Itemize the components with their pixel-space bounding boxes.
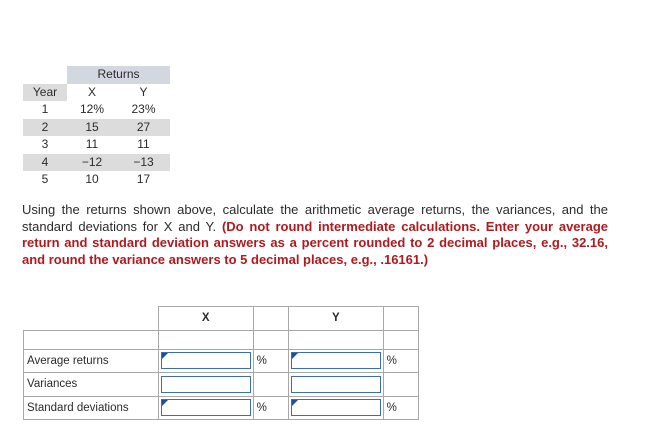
returns-group-header: Returns bbox=[67, 66, 170, 84]
row-label: Standard deviations bbox=[24, 396, 159, 420]
x-unit: % bbox=[253, 396, 288, 420]
answer-x-unit-header bbox=[253, 307, 288, 331]
y-unit bbox=[383, 373, 418, 397]
returns-table bbox=[23, 66, 170, 189]
year-cell: 1 bbox=[41, 102, 49, 116]
table-row bbox=[23, 101, 170, 119]
required-marker-icon bbox=[292, 400, 298, 406]
y-return-cell: 27 bbox=[117, 119, 170, 137]
answer-row-average-returns bbox=[24, 349, 419, 373]
year-cell: 5 bbox=[41, 172, 49, 186]
table-row bbox=[23, 154, 170, 172]
returns-header-row bbox=[23, 66, 170, 84]
spacer-cell bbox=[383, 330, 418, 349]
year-cell: 2 bbox=[23, 119, 67, 137]
y-unit: % bbox=[383, 396, 418, 420]
required-marker-icon bbox=[292, 353, 298, 359]
variance-x-field[interactable] bbox=[162, 377, 250, 392]
answer-spacer-row bbox=[24, 330, 419, 349]
returns-column-header-row bbox=[23, 84, 170, 102]
answer-header-row bbox=[24, 307, 419, 331]
x-return-cell: 15 bbox=[67, 119, 117, 137]
x-input-cell bbox=[158, 373, 253, 397]
answer-row-variances bbox=[24, 373, 419, 397]
year-column-header: Year bbox=[23, 84, 67, 102]
spacer-cell bbox=[288, 330, 383, 349]
std-dev-y-input[interactable] bbox=[291, 399, 381, 416]
x-return-cell: 11 bbox=[85, 137, 99, 151]
average-return-x-field[interactable] bbox=[162, 353, 250, 368]
required-marker-icon bbox=[162, 353, 168, 359]
average-return-x-input[interactable] bbox=[161, 352, 251, 369]
variance-y-input[interactable] bbox=[291, 376, 381, 393]
x-unit bbox=[253, 373, 288, 397]
spacer-cell bbox=[158, 330, 253, 349]
y-input-cell bbox=[288, 396, 383, 420]
answer-y-header: Y bbox=[288, 307, 383, 331]
answer-y-unit-header bbox=[383, 307, 418, 331]
y-unit: % bbox=[383, 349, 418, 373]
std-dev-x-field[interactable] bbox=[162, 400, 250, 415]
average-return-y-input[interactable] bbox=[291, 352, 381, 369]
question-instructions bbox=[22, 202, 608, 268]
y-return-cell: −13 bbox=[117, 154, 170, 172]
instructions-text: Using the returns shown above, calculate the arithmetic average returns, the variances, and the standard deviations for X and Y. bbox=[22, 202, 608, 234]
row-label: Variances bbox=[24, 373, 159, 397]
y-column-header: Y bbox=[117, 84, 170, 102]
x-input-cell bbox=[158, 349, 253, 373]
instructions-emphasis: (Do not round intermediate calculations. Enter your average return and standard deviation answers as a percent rounded to 2 decimal places, e.g., 32.16, and round the variance answers to 5 decimal places, e.g., .16161.) bbox=[22, 218, 608, 267]
variance-y-field[interactable] bbox=[292, 377, 380, 392]
x-return-cell: −12 bbox=[67, 154, 117, 172]
std-dev-x-input[interactable] bbox=[161, 399, 251, 416]
spacer-cell bbox=[24, 330, 159, 349]
answer-table bbox=[23, 306, 419, 420]
table-row bbox=[23, 171, 170, 189]
average-return-y-field[interactable] bbox=[292, 353, 380, 368]
y-return-cell: 11 bbox=[137, 137, 150, 151]
x-unit: % bbox=[253, 349, 288, 373]
answer-row-standard-deviations bbox=[24, 396, 419, 420]
spacer-cell bbox=[253, 330, 288, 349]
table-row bbox=[23, 119, 170, 137]
x-input-cell bbox=[158, 396, 253, 420]
required-marker-icon bbox=[162, 400, 168, 406]
x-column-header: X bbox=[67, 84, 117, 102]
std-dev-y-field[interactable] bbox=[292, 400, 380, 415]
answer-x-header: X bbox=[158, 307, 253, 331]
y-input-cell bbox=[288, 349, 383, 373]
variance-x-input[interactable] bbox=[161, 376, 251, 393]
table-row bbox=[23, 136, 170, 154]
x-return-cell: 12% bbox=[79, 102, 105, 116]
year-cell: 3 bbox=[41, 137, 49, 151]
x-return-cell: 10 bbox=[85, 172, 99, 186]
answer-header-spacer bbox=[24, 307, 159, 331]
row-label: Average returns bbox=[24, 349, 159, 373]
header-spacer bbox=[23, 66, 67, 84]
y-return-cell: 17 bbox=[136, 172, 151, 186]
y-input-cell bbox=[288, 373, 383, 397]
year-cell: 4 bbox=[23, 154, 67, 172]
y-return-cell: 23% bbox=[131, 102, 156, 116]
